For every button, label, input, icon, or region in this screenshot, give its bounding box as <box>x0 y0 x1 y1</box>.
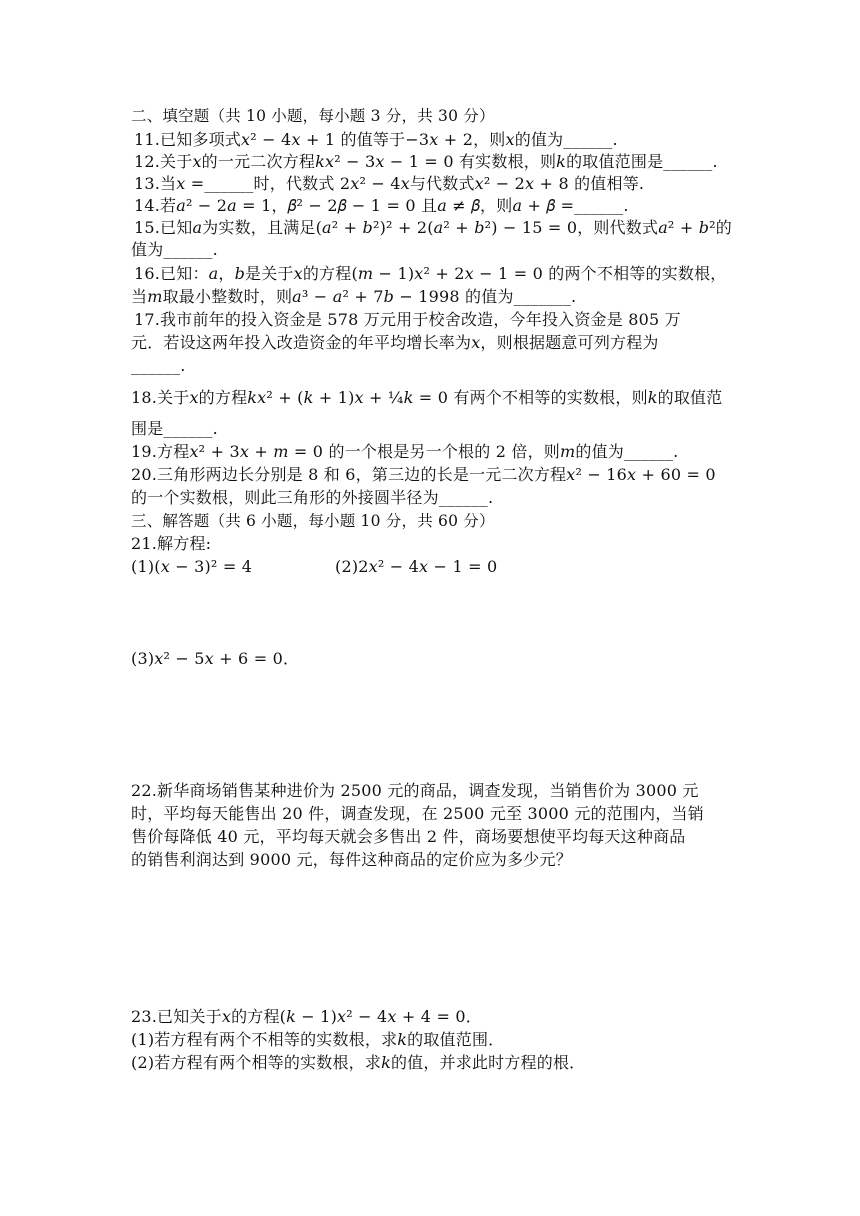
question-22-line1: 22.新华商场销售某种进价为 2500 元的商品，调查发现，当销售价为 3000 元 <box>131 781 699 800</box>
question-15-line1: 15.已知𝑎为实数，且满足(𝑎² + 𝑏²)² + 2(𝑎² + 𝑏²) − 15 = 0，则代数式𝑎² + 𝑏²的 <box>134 218 732 237</box>
question-16-line1: 16.已知：𝑎，𝑏是关于𝑥的方程(𝑚 − 1)𝑥² + 2𝑥 − 1 = 0 的两个不相等的实数根， <box>134 264 727 283</box>
question-18-line1: 18.关于𝑥的方程𝑘𝑥² + (𝑘 + 1)𝑥 + ¼𝑘 = 0 有两个不相等的实数根，则𝑘的取值范 <box>131 388 723 407</box>
question-11: 11.已知多项式𝑥² − 4𝑥 + 1 的值等于−3𝑥 + 2，则𝑥的值为______. <box>134 130 618 149</box>
question-20-line2: 的一个实数根，则此三角形的外接圆半径为______. <box>131 488 494 507</box>
question-22-line4: 的销售利润达到 9000 元，每件这种商品的定价应为多少元？ <box>131 850 572 869</box>
question-20-line1: 20.三角形两边长分别是 8 和 6，第三边的长是一元二次方程𝑥² − 16𝑥 + 60 = 0 <box>131 465 716 484</box>
question-15-line2: 值为______. <box>131 240 218 259</box>
question-12: 12.关于𝑥的一元二次方程𝑘𝑥² − 3𝑥 − 1 = 0 有实数根，则𝑘的取值范围是______. <box>134 152 718 171</box>
section2-header: 二、填空题（共 10 小题，每小题 3 分，共 30 分） <box>131 107 495 125</box>
question-21-part2: (2)2𝑥² − 4𝑥 − 1 = 0 <box>335 557 498 576</box>
question-17-line2: 元．若设这两年投入改造资金的年平均增长率为𝑥，则根据题意可列方程为 <box>131 333 659 352</box>
question-14: 14.若𝑎² − 2𝑎 = 1，𝛽² − 2𝛽 − 1 = 0 且𝑎 ≠ 𝛽，则𝑎 + 𝛽 =______. <box>134 196 629 215</box>
question-22-line2: 时，平均每天能售出 20 件，调查发现，在 2500 元至 3000 元的范围内，当销 <box>131 804 704 823</box>
question-17-line3: ______. <box>131 356 186 375</box>
question-21-part3: (3)𝑥² − 5𝑥 + 6 = 0． <box>131 649 300 668</box>
question-13: 13.当𝑥 =______时，代数式 2𝑥² − 4𝑥与代数式𝑥² − 2𝑥 + 8 的值相等. <box>134 174 645 193</box>
question-17-line1: 17.我市前年的投入资金是 578 万元用于校舍改造，今年投入资金是 805 万 <box>134 310 681 329</box>
question-19: 19.方程𝑥² + 3𝑥 + 𝑚 = 0 的一个根是另一个根的 2 倍，则𝑚的值为______. <box>131 442 679 461</box>
question-18-line2: 围是______. <box>131 419 218 438</box>
question-23-line2: (1)若方程有两个不相等的实数根，求𝑘的取值范围． <box>131 1030 505 1049</box>
question-21-part1: (1)(𝑥 − 3)² = 4 <box>131 557 253 576</box>
question-22-line3: 售价每降低 40 元，平均每天就会多售出 2 件，商场要想使平均每天这种商品 <box>131 827 686 846</box>
section3-header: 三、解答题（共 6 小题，每小题 10 分，共 60 分） <box>131 512 495 530</box>
question-23-line1: 23.已知关于𝑥的方程(𝑘 − 1)𝑥² − 4𝑥 + 4 = 0． <box>131 1007 482 1026</box>
question-21-title: 21.解方程: <box>131 534 212 553</box>
question-23-line3: (2)若方程有两个相等的实数根，求𝑘的值，并求此时方程的根． <box>131 1053 586 1072</box>
question-16-line2: 当𝑚取最小整数时，则𝑎³ − 𝑎² + 7𝑏 − 1998 的值为_______. <box>131 287 577 306</box>
